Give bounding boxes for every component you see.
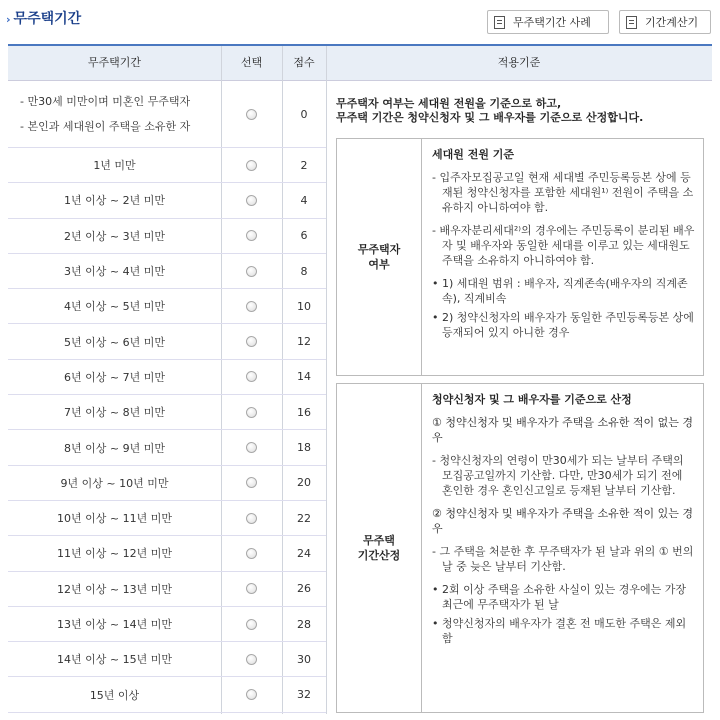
examples-button-label: 무주택기간 사례 xyxy=(513,16,591,29)
table-row xyxy=(8,81,326,148)
col-header-select: 선택 xyxy=(240,56,263,69)
score-cell: 12 xyxy=(297,335,311,349)
period-cell: 4년 이상 ~ 5년 미만 xyxy=(64,300,165,314)
table-row xyxy=(8,148,326,183)
period-cell: 3년 이상 ~ 4년 미만 xyxy=(64,265,165,279)
table-row xyxy=(8,430,326,465)
score-cell: 32 xyxy=(297,688,311,702)
document-icon xyxy=(626,16,637,29)
select-radio[interactable] xyxy=(246,654,257,665)
box-heading: 세대원 전원 기준 xyxy=(432,148,515,161)
score-cell: 30 xyxy=(297,652,311,666)
table-row xyxy=(8,325,326,360)
page-title-text: 무주택기간 xyxy=(13,11,82,27)
select-radio[interactable] xyxy=(246,513,257,524)
score-cell: 4 xyxy=(300,193,308,207)
table-row xyxy=(8,572,326,607)
select-radio[interactable] xyxy=(246,301,257,312)
criteria-item: - 배우자분리세대²⁾의 경우에는 주민등록이 분리된 배우자 및 배우자와 동일한 세대를 이루고 있는 세대원도 주택을 소유하지 아니하여야 함. xyxy=(432,224,695,267)
intro-line: 무주택자 여부는 세대원 전원을 기준으로 하고, xyxy=(336,97,562,110)
select-radio[interactable] xyxy=(246,160,257,171)
calculator-button-label: 기간계산기 xyxy=(645,16,699,29)
period-cell: 14년 이상 ~ 15년 미만 xyxy=(57,653,172,667)
score-cell: 16 xyxy=(297,405,311,419)
table-row xyxy=(8,642,326,677)
select-radio[interactable] xyxy=(246,336,257,347)
period-cell: 9년 이상 ~ 10년 미만 xyxy=(60,476,169,490)
select-radio[interactable] xyxy=(246,442,257,453)
condition-text: - 만30세 미만이며 미혼인 무주택자 xyxy=(20,95,191,108)
score-cell: 24 xyxy=(297,546,311,560)
intro-line: 무주택 기간은 청약신청자 및 그 배우자를 기준으로 산정합니다. xyxy=(336,111,644,124)
box-heading: 청약신청자 및 그 배우자를 기준으로 산정 xyxy=(432,393,632,406)
table-row xyxy=(8,254,326,289)
period-cell: 12년 이상 ~ 13년 미만 xyxy=(57,582,172,596)
period-cell: 2년 이상 ~ 3년 미만 xyxy=(64,229,165,243)
score-cell: 20 xyxy=(297,476,311,490)
select-radio[interactable] xyxy=(246,477,257,488)
calculator-button[interactable] xyxy=(619,10,711,34)
score-cell: 22 xyxy=(297,511,311,525)
period-cell: 7년 이상 ~ 8년 미만 xyxy=(64,406,165,420)
period-cell: 5년 이상 ~ 6년 미만 xyxy=(64,335,165,349)
period-cell: 1년 미만 xyxy=(93,159,136,173)
select-radio[interactable] xyxy=(246,109,257,120)
page-title xyxy=(6,8,81,28)
select-radio[interactable] xyxy=(246,371,257,382)
period-calc-box xyxy=(336,383,704,713)
condition-text: - 본인과 세대원이 주택을 소유한 자 xyxy=(20,120,191,133)
select-radio[interactable] xyxy=(246,548,257,559)
box-label-line: 무주택자 xyxy=(357,243,401,256)
table-header xyxy=(8,46,712,81)
table-row xyxy=(8,607,326,642)
col-header-period: 무주택기간 xyxy=(87,56,142,69)
homeless-status-box xyxy=(336,138,704,376)
score-cell: 26 xyxy=(297,582,311,596)
examples-button[interactable] xyxy=(487,10,609,34)
table-row xyxy=(8,678,326,713)
table-row xyxy=(8,536,326,571)
criteria-item: - 그 주택을 처분한 후 무주택자가 된 날과 위의 ① 번의 날 중 늦은 날부터 기산함. xyxy=(432,545,694,573)
header-bar xyxy=(0,0,720,44)
period-cell: 13년 이상 ~ 14년 미만 xyxy=(57,618,172,632)
box-content xyxy=(422,139,703,344)
criteria-item: - 청약신청자의 연령이 만30세가 되는 날부터 주택의 모집공고일까지 기산함. 다만, 만30세가 되기 전에 혼인한 경우 혼인신고일로 등재된 날부터 기산함. xyxy=(432,454,684,497)
criteria-note: • 2) 청약신청자의 배우자가 동일한 주민등록등본 상에 등재되어 있지 아니한 경우 xyxy=(432,311,694,339)
criteria-intro xyxy=(336,97,643,125)
table-row xyxy=(8,219,326,254)
select-radio[interactable] xyxy=(246,689,257,700)
criteria-note: • 2회 이상 주택을 소유한 사실이 있는 경우에는 가장 최근에 무주택자가 된 날 xyxy=(432,583,686,611)
period-cell: 1년 이상 ~ 2년 미만 xyxy=(64,194,165,208)
select-radio[interactable] xyxy=(246,619,257,630)
score-cell: 28 xyxy=(297,617,311,631)
box-label xyxy=(337,139,422,375)
score-cell: 6 xyxy=(300,229,308,243)
document-icon xyxy=(494,16,505,29)
select-radio[interactable] xyxy=(246,583,257,594)
arrow-icon: › xyxy=(6,13,11,26)
box-label xyxy=(337,384,422,712)
select-radio[interactable] xyxy=(246,266,257,277)
select-radio[interactable] xyxy=(246,407,257,418)
criteria-note: • 청약신청자의 배우자가 결혼 전 매도한 주택은 제외함 xyxy=(432,617,687,645)
table-row xyxy=(8,501,326,536)
box-label-line: 무주택 xyxy=(363,534,395,547)
score-cell: 14 xyxy=(297,370,311,384)
select-radio[interactable] xyxy=(246,230,257,241)
criteria-item: - 입주자모집공고일 현재 세대별 주민등록등본 상에 등재된 청약신청자를 포함한 세대원¹⁾ 전원이 주택을 소유하지 아니하여야 함. xyxy=(432,171,694,214)
score-cell: 8 xyxy=(300,264,308,278)
table-row xyxy=(8,289,326,324)
box-label-line: 여부 xyxy=(368,258,390,271)
period-cell: 8년 이상 ~ 9년 미만 xyxy=(64,441,165,455)
case-heading: ① 청약신청자 및 배우자가 주택을 소유한 적이 없는 경우 xyxy=(432,416,693,444)
period-cell: 10년 이상 ~ 11년 미만 xyxy=(57,512,172,526)
col-header-criteria: 적용기준 xyxy=(497,56,541,69)
table-row xyxy=(8,183,326,218)
box-content xyxy=(422,384,703,650)
period-cell: 6년 이상 ~ 7년 미만 xyxy=(64,370,165,384)
score-cell: 18 xyxy=(297,441,311,455)
score-cell: 0 xyxy=(300,107,308,121)
score-cell: 10 xyxy=(297,299,311,313)
period-cell: 11년 이상 ~ 12년 미만 xyxy=(57,547,172,561)
table-row xyxy=(8,360,326,395)
criteria-note: • 1) 세대원 범위 : 배우자, 직계존속(배우자의 직계존속), 직계비속 xyxy=(432,277,688,305)
case-heading: ② 청약신청자 및 배우자가 주택을 소유한 적이 있는 경우 xyxy=(432,507,693,535)
select-radio[interactable] xyxy=(246,195,257,206)
box-label-line: 기간산정 xyxy=(357,549,401,562)
table-row xyxy=(8,466,326,501)
divider xyxy=(326,46,327,714)
score-cell: 2 xyxy=(300,158,308,172)
score-table xyxy=(8,44,712,714)
col-header-score: 점수 xyxy=(293,56,315,69)
period-cell xyxy=(8,81,233,147)
period-cell: 15년 이상 xyxy=(89,688,140,702)
table-row xyxy=(8,395,326,430)
